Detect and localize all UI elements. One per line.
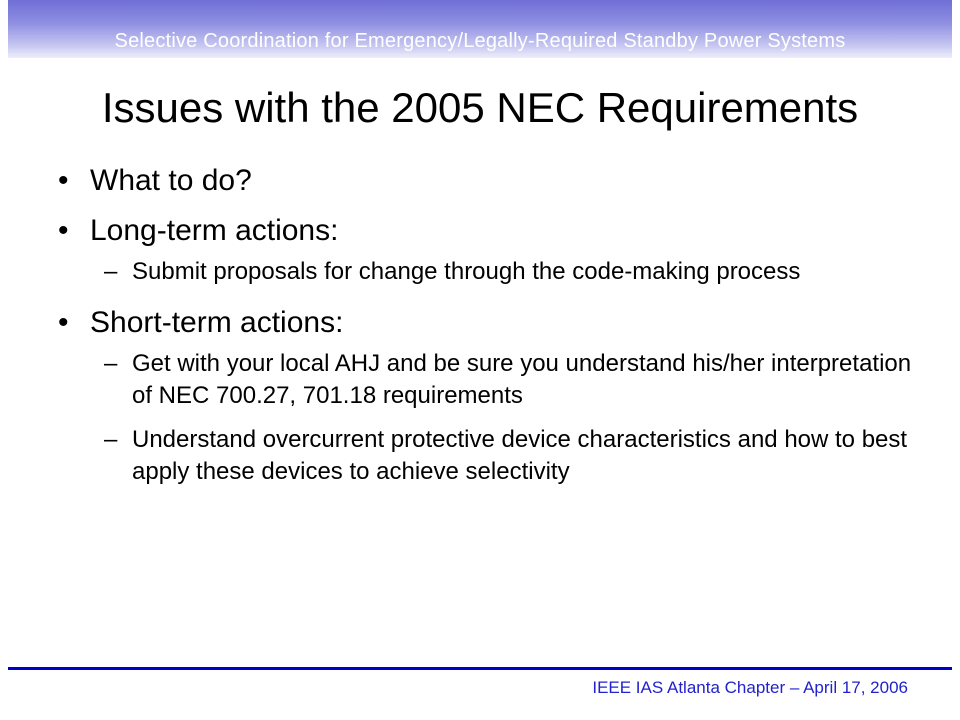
slide-title: Issues with the 2005 NEC Requirements (101, 84, 859, 131)
sub-bullet-item (58, 348, 932, 412)
bullet-mark: • (58, 164, 69, 197)
sub-bullet-text: Understand overcurrent protective device characteristics and how to best apply these devices to achieve selectivity (132, 426, 908, 485)
sub-bullet-item (58, 256, 932, 288)
footer-text: IEEE IAS Atlanta Chapter – April 17, 2006 (592, 678, 908, 697)
bullet-item (58, 304, 938, 342)
dash-mark: – (104, 350, 118, 377)
sub-bullet-item (58, 424, 932, 488)
dash-mark: – (104, 258, 118, 285)
bullet-text: Short-term actions: (90, 306, 344, 339)
slide-content (58, 162, 938, 488)
bullet-mark: • (58, 306, 69, 339)
header-text: Selective Coordination for Emergency/Legally-Required Standby Power Systems (114, 30, 846, 52)
bullet-text: Long-term actions: (90, 214, 339, 247)
bullet-mark: • (58, 214, 69, 247)
sub-bullet-text: Submit proposals for change through the code-making process (132, 258, 801, 285)
footer-divider (8, 667, 952, 670)
bullet-item (58, 212, 938, 250)
sub-bullet-text: Get with your local AHJ and be sure you understand his/her interpretation of NEC 700.27, 701.18 requirements (132, 350, 912, 409)
bullet-text: What to do? (90, 164, 252, 197)
header-bar (8, 0, 952, 58)
bullet-item (58, 162, 938, 200)
dash-mark: – (104, 426, 118, 453)
